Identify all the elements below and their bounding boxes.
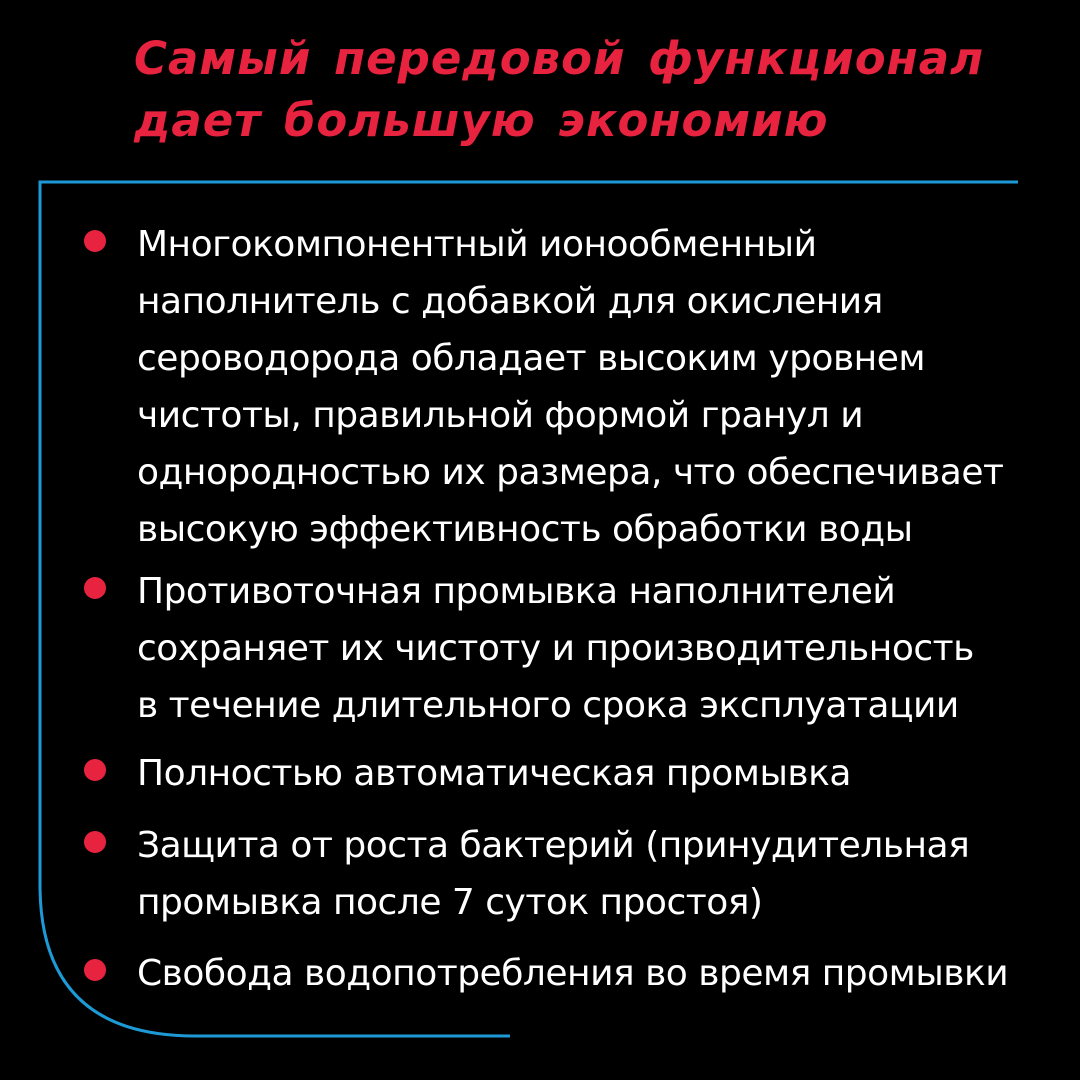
bullet-dot-icon [84,959,106,981]
headline-line: Самый передовой функционал [134,32,985,85]
text-line: Свобода водопотребления во время промывки [137,953,1009,994]
list-item-text [137,563,1072,734]
bullet-dot-icon [84,577,106,599]
text-line: однородностью их размера, что обеспечивает [137,452,1004,493]
bullet-dot-icon [84,230,106,252]
text-line: промывка после 7 суток простоя) [137,882,763,923]
text-line: Полностью автоматическая промывка [137,753,851,794]
list-item-text [137,945,1072,1002]
bullet-dot-icon [84,831,106,853]
list-item-text [137,817,1072,931]
bullet-dot-icon [84,759,106,781]
text-line: высокую эффективность обработки воды [137,509,913,550]
text-line: Защита от роста бактерий (принудительная [137,825,970,866]
text-line: сохраняет их чистоту и производительность [137,628,974,669]
text-line: наполнитель с добавкой для окисления [137,281,883,322]
list-item-text [137,745,1072,802]
text-line: чистоты, правильной формой гранул и [137,395,864,436]
text-line: в течение длительного срока эксплуатации [137,685,959,726]
headline-line: дает большую экономию [134,94,829,147]
list-item-text [137,216,1072,558]
text-line: Многокомпонентный ионообменный [137,224,817,265]
text-line: Противоточная промывка наполнителей [137,571,896,612]
text-line: сероводорода обладает высоким уровнем [137,338,926,379]
